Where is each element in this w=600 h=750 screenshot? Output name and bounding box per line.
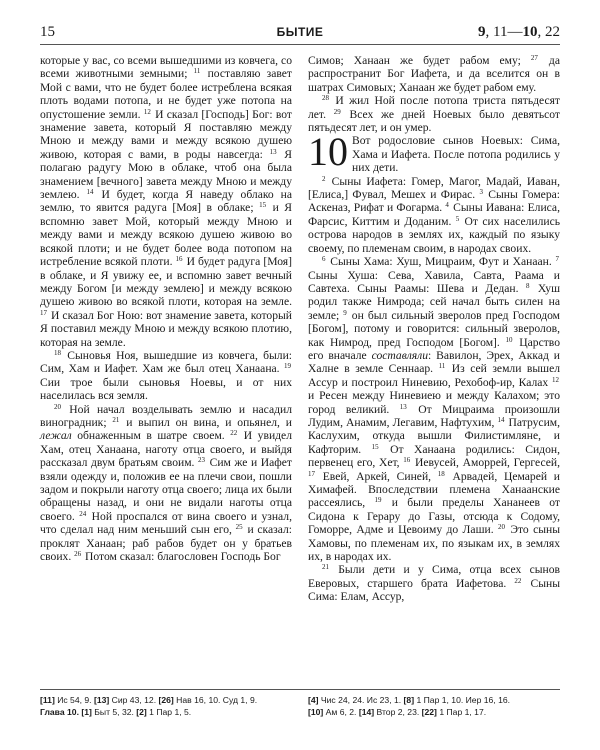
left-text-column xyxy=(40,54,292,563)
chapter-start: 10 Вот родословие сынов Ноевых: Сима, Хама и Иафета. После потопа родились у них дети. xyxy=(308,129,560,175)
footnote-line: [10] Ам 6, 2. [14] Втор 2, 23. [22] 1 Пар 1, 17. xyxy=(308,707,487,717)
paragraph: $^6$ Сыны Хама: Хуш, Мицраим, Фут и Ханаан. $^7$ Сыны Хуша: Сева, Хавила, Савта, Раама и Савтеха. Сыны Раамы: Шева и Дедан. $^8$ Хуш родил также Нимрода; сей начал быть силен на земле; $^9$ он был сильный зверолов пред Господом [Богом], потому и говорится: сильный зверолов, как Нимрод, пред Господом [Богом]. $^{10}$ Царство его вначале составляли: Вавилон, Эрех, Аккад и Халне в земле Сеннаар. $^{11}$ Из сей земли вышел Ассур и построил Ниневию, Рехобоф-ир, Калах $^{12}$ и Ресен между Ниневиею и между Калахом; это город великий. $^{13}$ От Мицраима произошли Лудим, Анамим, Легавим, Нафтухим, $^{14}$ Патрусим, Каслухим, откуда вышли Филистимляне, и Кафторим. $^{15}$ От Ханаана родились: Сидон, первенец его, Хет, $^{16}$ Иевусей, Аморрей, Гергесей, $^{17}$ Евей, Аркей, Синей, $^{18}$ Арвадей, Цемарей и Химафей. Впоследствии племена Ханаанские рассеялись, $^{19}$ и были пределы Хананеев от Сидона к Герару до Газы, отсюда к Содому, Гоморре, Адме и Цевоиму до Лаши. $^{20}$ Это сыны Хамовы, по племенам их, по языкам их, в землях их, в народах их. xyxy=(308,255,561,564)
paragraph: $^{20}$ Ной начал возделывать землю и насадил виноградник; $^{21}$ и выпил он вина, и опьянел, и лежал обнаженным в шатре своем. $^{22}$ И увидел Хам, отец Ханаана, наготу отца своего, и выйдя рассказал двум братьям своим. $^{23}$ Сим же и Иафет взяли одежду и, положив ее на плечи свои, пошли задом и покрыли наготу отца своего; лица их были обращены назад, и они не видали наготы отца своего. $^{24}$ Ной проспался от вина своего и узнал, что сделал над ним меньший сын его, $^{25}$ и сказал: проклят Ханаан; раб рабов будет он у братьев своих. $^{26}$ Потом сказал: благословен Господь Бог xyxy=(40,402,292,564)
page-header xyxy=(40,22,560,44)
paragraph: $^2$ Сыны Иафета: Гомер, Магог, Мадай, Иаван, [Елиса,] Фувал, Мешех и Фирас. $^3$ Сыны Гомера: Аскеназ, Рифат и Фогарма. $^4$ Сыны Иавана: Елиса, Фарсис, Киттим и Доданим. $^5$ От сих населились острова народов в землях их, каждый по языку своему, по племенам своим, в народах своих. xyxy=(308,174,561,255)
chapter-number: 10 xyxy=(308,129,348,175)
footnote-line: [4] Чис 24, 24. Ис 23, 1. [8] 1 Пар 1, 10. Иер 16, 16. xyxy=(308,695,511,705)
chapter-verse-range: 9, 11—10, 22 xyxy=(478,24,560,40)
page-number: 15 xyxy=(40,24,55,40)
paragraph: $^{28}$ И жил Ной после потопа триста пятьдесят лет. $^{29}$ Всех же дней Ноевых было девятьсот пятьдесят лет, и он умер. xyxy=(308,94,560,135)
paragraph: Симов; Ханаан же будет рабом ему; $^{27}$ да распространит Бог Иафета, и да вселится он в шатрах Симовых; Ханаан же будет рабом ему. xyxy=(308,54,560,94)
book-title: БЫТИЕ xyxy=(276,25,324,39)
right-text-column xyxy=(308,54,560,604)
footnote-line: Глава 10. [1] Быт 5, 32. [2] 1 Пар 1, 5. xyxy=(40,707,192,717)
paragraph: $^{21}$ Были дети и у Сима, отца всех сынов Еверовых, старшего брата Иафетова. $^{22}$ Сыны Сима: Елам, Ассур, xyxy=(308,563,560,604)
footnotes-left xyxy=(40,694,292,718)
header-divider xyxy=(40,44,560,45)
footnote-divider xyxy=(40,689,560,690)
footnotes-right xyxy=(308,694,560,718)
paragraph: которые у вас, со всеми вышедшими из ковчега, со всеми животными земными; $^{11}$ поставляю завет Мой с вами, что не будет более истреблена всякая плоть водами потопа, и не будет уже потопа на опустошение земли. $^{12}$ И сказал [Господь] Бог: вот знамение завета, который Я поставляю между Мною и между вами и между всякою душею живою, которая с вами, в роды навсегда: $^{13}$ Я полагаю радугу Мою в облаке, чтоб она была знамением [вечного] завета между Мною и между землею. $^{14}$ И будет, когда Я наведу облако на землю, то явится радуга [Моя] в облаке; $^{15}$ и Я вспомню завет Мой, который между Мною и между вами и между всякою душею живою во всякой плоти; и не будет более вода потопом на истребление всякой плоти. $^{16}$ И будет радуга [Моя] в облаке, и Я увижу ее, и вспомню завет вечный между Богом [и между землею] и между всякою душею живою во всякой плоти, которая на земле. $^{17}$ И сказал Бог Ною: вот знамение завета, который Я поставил между Мною и между всякою плотию, которая на земле. xyxy=(40,54,293,349)
footnote-line: [11] Ис 54, 9. [13] Сир 43, 12. [26] Нав 16, 10. Суд 1, 9. xyxy=(40,695,258,705)
paragraph: $^{18}$ Сыновья Ноя, вышедшие из ковчега, были: Сим, Хам и Иафет. Хам же был отец Ханаана. $^{19}$ Сии трое были сыновья Ноевы, и от них населилась вся земля. xyxy=(40,348,292,403)
